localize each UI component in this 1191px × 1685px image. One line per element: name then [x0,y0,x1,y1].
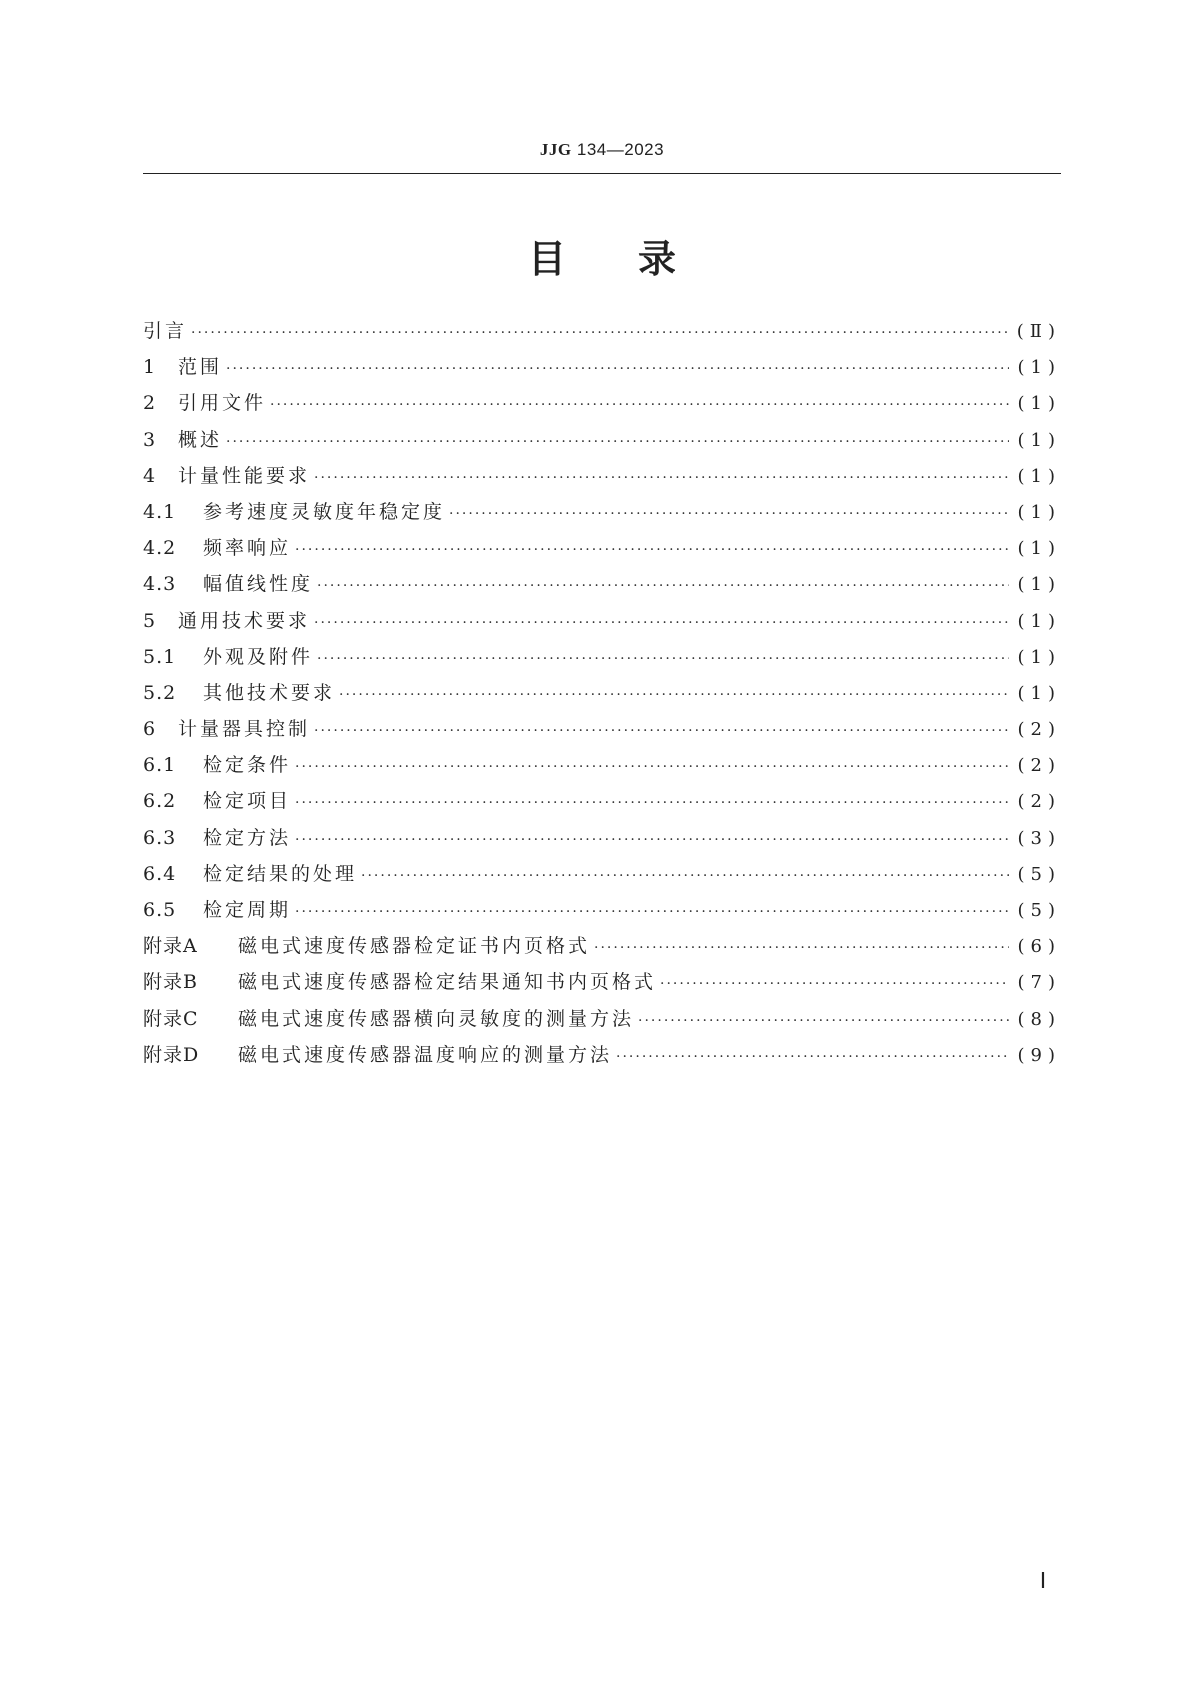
toc-entry-label: 计量性能要求 [178,464,311,487]
toc-dot-leader [616,1039,1009,1075]
toc-entry[interactable] [143,711,1061,747]
toc-entry-page: (1) [1017,429,1061,451]
toc-entry[interactable] [143,349,1061,385]
toc-entry-page: (1) [1017,393,1061,415]
toc-entry[interactable] [143,747,1061,783]
toc-entry-label: 概述 [178,428,223,451]
toc-entry-page: (8) [1017,1008,1061,1030]
toc-entry[interactable] [143,313,1061,349]
toc-dot-leader [361,858,1009,894]
toc-dot-leader [317,568,1009,604]
toc-entry[interactable] [143,892,1061,928]
toc-entry-number: 4 [143,464,157,487]
toc-entry-label: 磁电式速度传感器横向灵敏度的测量方法 [238,1007,635,1030]
toc-entry-number: 5.1 [143,645,177,668]
toc-entry-number: 附录D [143,1043,200,1066]
toc-entry-label: 引言 [143,320,188,342]
toc-dot-leader [660,966,1009,1002]
toc-entry-number: 4.1 [143,500,177,523]
document-header [143,140,1061,160]
toc-entry[interactable] [143,603,1061,639]
page-number: Ⅰ [1039,1568,1047,1593]
toc-entry[interactable] [143,566,1061,602]
toc-entry-label: 磁电式速度传感器温度响应的测量方法 [238,1043,613,1066]
toc-entry[interactable] [143,458,1061,494]
toc-entry-page: (2) [1017,719,1061,741]
toc-dot-leader [295,822,1009,858]
toc-entry-label: 引用文件 [178,392,267,415]
toc-entry-page: (Ⅱ) [1016,321,1061,342]
toc-entry-page: (5) [1017,863,1061,885]
toc-entry-label: 磁电式速度传感器检定结果通知书内页格式 [238,971,657,994]
toc-entry-page: (9) [1017,1044,1061,1066]
toc-dot-leader [226,351,1009,387]
toc-entry-label: 磁电式速度传感器检定证书内页格式 [238,935,591,958]
toc-entry[interactable] [143,1001,1061,1037]
toc-dot-leader [314,713,1009,749]
toc-entry-number: 6.3 [143,826,177,849]
toc-entry[interactable] [143,675,1061,711]
toc-entry-number: 6.4 [143,862,177,885]
table-of-contents [143,313,1061,1073]
toc-entry-number: 6 [143,718,157,741]
standard-code-prefix: JJG [539,140,572,159]
toc-dot-leader [314,605,1009,641]
toc-dot-leader [191,315,1009,351]
toc-entry[interactable] [143,530,1061,566]
page-title [143,228,1061,283]
toc-entry-number: 6.1 [143,754,177,777]
toc-entry-number: 4.3 [143,573,177,596]
toc-entry[interactable] [143,1037,1061,1073]
toc-entry[interactable] [143,783,1061,819]
toc-entry-label: 其他技术要求 [203,681,336,704]
toc-entry-label: 计量器具控制 [178,718,311,741]
toc-entry-page: (5) [1017,900,1061,921]
title-char-2: 录 [638,237,677,281]
toc-dot-leader [317,641,1009,677]
toc-entry-label: 参考速度灵敏度年稳定度 [203,500,446,523]
toc-dot-leader [270,387,1009,423]
toc-entry-number: 5 [143,609,157,632]
toc-dot-leader [339,677,1009,713]
toc-entry-label: 幅值线性度 [203,573,314,596]
toc-entry[interactable] [143,422,1061,458]
toc-entry-number: 附录B [143,971,198,994]
toc-entry-label: 检定周期 [203,899,292,921]
toc-dot-leader [295,532,1009,568]
toc-entry-label: 范围 [178,356,223,379]
toc-entry[interactable] [143,820,1061,856]
toc-entry-label: 外观及附件 [203,645,314,668]
toc-dot-leader [449,496,1009,532]
toc-entry-label: 检定条件 [203,754,292,777]
toc-entry-number: 3 [143,428,157,451]
toc-entry-page: (6) [1017,936,1061,958]
toc-entry-page: (1) [1017,357,1061,379]
header-divider [143,173,1061,174]
toc-entry-page: (2) [1017,755,1061,777]
toc-entry-number: 6.2 [143,790,177,813]
toc-entry[interactable] [143,928,1061,964]
toc-dot-leader [226,424,1009,460]
toc-entry-page: (1) [1017,574,1061,596]
toc-dot-leader [594,930,1009,966]
toc-entry-page: (2) [1017,791,1061,813]
toc-entry-page: (1) [1017,465,1061,487]
toc-dot-leader [638,1003,1009,1039]
toc-entry-label: 频率响应 [203,537,292,560]
toc-entry-label: 检定项目 [203,790,292,813]
toc-dot-leader [314,460,1009,496]
standard-code-number: 134—2023 [571,140,665,159]
toc-entry[interactable] [143,385,1061,421]
toc-entry[interactable] [143,639,1061,675]
toc-entry-page: (3) [1017,827,1061,849]
toc-entry[interactable] [143,964,1061,1000]
toc-entry-number: 2 [143,392,157,415]
toc-entry-number: 附录A [143,935,198,958]
toc-entry-label: 检定结果的处理 [203,862,358,885]
toc-entry[interactable] [143,494,1061,530]
toc-dot-leader [295,785,1009,821]
toc-entry-number: 1 [143,356,157,379]
toc-entry-label: 检定方法 [203,826,292,849]
title-char-1: 目 [527,237,566,281]
toc-entry-number: 5.2 [143,681,177,704]
toc-entry-page: (7) [1017,972,1061,994]
toc-entry-number: 4.2 [143,537,177,560]
toc-entry-number: 附录C [143,1007,199,1030]
toc-entry-page: (1) [1017,646,1061,668]
toc-dot-leader [295,894,1009,930]
toc-dot-leader [295,749,1009,785]
toc-entry-page: (1) [1017,610,1061,632]
toc-entry[interactable] [143,856,1061,892]
toc-entry-label: 通用技术要求 [178,609,311,632]
toc-entry-page: (1) [1017,501,1061,523]
toc-entry-page: (1) [1017,682,1061,704]
toc-entry-page: (1) [1017,538,1061,560]
toc-entry-number: 6.5 [143,899,177,921]
